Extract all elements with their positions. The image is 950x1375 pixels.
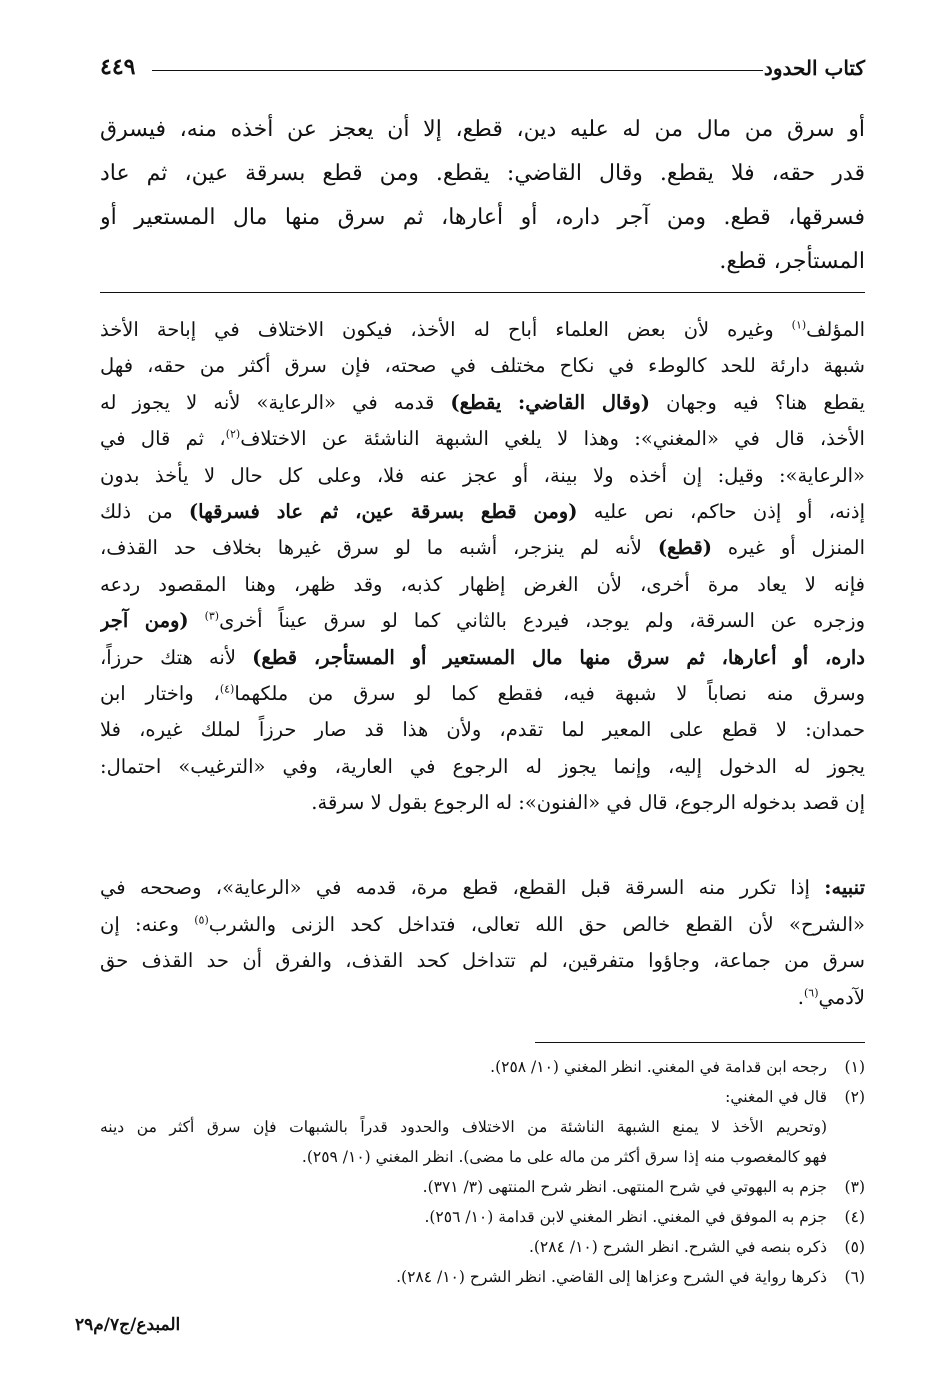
- footnote-number: (٢): [844, 1088, 865, 1106]
- text-line: [100, 312, 865, 348]
- quoted-matn: (قطع): [657, 536, 712, 560]
- text-line: قدر حقه، فلا يقطع. وقال القاضي: يقطع. ومن قطع بسرقة عين، ثم عاد: [100, 161, 865, 186]
- header-rule: [152, 70, 763, 71]
- footnote: [100, 1262, 865, 1292]
- footnote-marker: (٢): [225, 427, 241, 441]
- text-segment: قدمه في «الرعاية» لأنه لا يجوز له: [100, 390, 451, 414]
- footnote-quote-line: (وتحريم الأخذ لا يمنع الشبهة الناشئة من الاختلاف والحدود قدراً بالشبهات فإن سرق أكثر من دينه: [100, 1118, 827, 1136]
- footnote-text: جزم به البهوتي في شرح المنتهى. انظر شرح المنتهى (٣/ ٣٧١).: [422, 1178, 827, 1196]
- chapter-title: كتاب الحدود: [763, 56, 865, 80]
- footnote: [100, 1172, 865, 1202]
- text-segment: إذا تكرر منه السرقة قبل القطع، قطع مرة، قدمه في «الرعاية»، وصححه في: [100, 876, 825, 899]
- footnote-number: (٦): [844, 1268, 865, 1286]
- footnote-text: قال في المغني:: [725, 1088, 827, 1106]
- text-segment: لآدمي: [818, 985, 865, 1009]
- footnote-number: (٣): [844, 1178, 865, 1196]
- text-segment: من ذلك: [100, 499, 189, 523]
- text-segment: [189, 609, 205, 632]
- footnote-text: جزم به الموفق في المغني. انظر المغني لابن قدامة (١٠/ ٢٥٦).: [424, 1208, 827, 1226]
- quoted-matn: داره، أو أعارها، ثم سرق منها مال المستعير أو المستأجر، قطع): [252, 645, 865, 669]
- text-segment: إذنه، أو إذن حاكم، نص عليه: [577, 499, 865, 523]
- text-segment: وغيره لأن بعض العلماء أباح له الأخذ، فيكون الاختلاف في إباحة الأخذ: [100, 318, 792, 341]
- text-segment: «الشرح» لأن القطع خالص حق الله تعالى، فتداخل كحد الزنى والشرب: [208, 912, 865, 936]
- text-segment: المؤلف: [806, 318, 865, 341]
- page-number: ٤٤٩: [100, 54, 136, 80]
- text-line: [100, 907, 865, 944]
- section-separator: [100, 292, 865, 293]
- footnote: [100, 1232, 865, 1262]
- text-segment: الأخذ، قال في «المغني»: وهذا لا يلغي الشبهة الناشئة عن الاختلاف: [240, 427, 865, 451]
- matn-text: [100, 108, 865, 284]
- text-line: إن قصد بدخوله الرجوع، قال في «الفنون»: له الرجوع بقول لا سرقة.: [311, 791, 865, 815]
- text-line: [100, 385, 865, 421]
- footnote-marker: (٤): [219, 682, 235, 696]
- commentary-text: [100, 312, 865, 821]
- text-line: حمدان: لا قطع على المعير لما تقدم، ولأن هذا قد صار حرزاً لملك غيره، فلا: [100, 718, 865, 742]
- text-line: فإنه لا يعاد مرة أخرى، لأن الغرض إظهار كذبه، وقد ظهر، وهنا المقصود ردعه: [100, 572, 865, 596]
- text-line: [100, 530, 865, 566]
- footnote-text: رجحه ابن قدامة في المغني. انظر المغني (١٠/ ٢٥٨).: [490, 1058, 827, 1076]
- quoted-matn: (وقال القاضي: يقطع): [450, 390, 650, 414]
- footnote-number: (٥): [844, 1238, 865, 1256]
- text-line: شبهة دارئة للحد كالوطء في نكاح مختلف في صحته، فإن سرق أكثر من حقه، فهل: [100, 354, 865, 378]
- running-header: [100, 50, 865, 84]
- text-line: [100, 603, 865, 639]
- footnote-marker: (٥): [194, 913, 209, 927]
- footnote-text: ذكرها رواية في الشرح وعزاها إلى القاضي. انظر الشرح (١٠/ ٢٨٤).: [396, 1268, 827, 1286]
- text-line: [100, 421, 865, 457]
- text-segment: وعنه: إن: [100, 912, 195, 936]
- note-label: تنبيه:: [824, 876, 865, 899]
- text-line: يجوز له الدخول إليه، وإنما يجوز له الرجوع في العارية، وفي «الترغيب» احتمال:: [100, 754, 865, 778]
- text-segment: المنزل أو غيره: [711, 536, 865, 560]
- text-line: [100, 494, 865, 530]
- footnote-marker: (١): [791, 318, 807, 332]
- text-line: المستأجر، قطع.: [719, 249, 865, 274]
- footnote-marker: (٣): [204, 609, 220, 623]
- text-segment: لأنه هتك حرزاً،: [100, 645, 253, 669]
- text-segment: ، ثم قال في: [100, 427, 226, 451]
- text-segment: وزجره عن السرقة، ولم يوجد، فيردع بالثاني كما لو سرق عيناً أخرى: [219, 609, 865, 633]
- text-line: أو سرق من مال من له عليه دين، قطع، إلا أن يعجز عن أخذه منه، فيسرق: [100, 117, 865, 142]
- printer-signature: المبدع/ج٧/م٢٩: [75, 1315, 181, 1335]
- footnote: [100, 1202, 865, 1232]
- footnote-number: (١): [844, 1058, 865, 1076]
- footnote: [100, 1082, 865, 1112]
- quoted-matn: (ومن آجر: [100, 609, 189, 633]
- footnote-text: ذكره بنصه في الشرح. انظر الشرح (١٠/ ٢٨٤).: [528, 1238, 827, 1256]
- text-segment: .: [797, 985, 804, 1009]
- footnote-number: (٤): [844, 1208, 865, 1226]
- text-line: [100, 676, 865, 712]
- text-segment: وسرق منه نصاباً لا شبهة فيه، فقطع كما لو سرق من ملكهما: [234, 681, 865, 705]
- text-segment: لأنه لم ينزجر، أشبه ما لو سرق غيرها بخلاف حد القذف،: [100, 536, 658, 560]
- text-line: [100, 980, 865, 1017]
- text-segment: يقطع هنا؟ فيه وجهان: [649, 390, 865, 414]
- quoted-matn: (ومن قطع بسرقة عين، ثم عاد فسرقها): [188, 499, 578, 523]
- footnote-marker: (٦): [803, 986, 819, 1000]
- text-line: [100, 870, 865, 907]
- text-segment: ، واختار ابن: [100, 681, 220, 705]
- footnote-rule: [535, 1042, 865, 1043]
- footnote-quote-line: فهو كالمغصوب منه إذا سرق أكثر من ماله على ما مضى). انظر المغني (١٠/ ٢٥٩).: [301, 1148, 827, 1166]
- text-line: سرق من جماعة، وجاؤوا متفرقين، لم تتداخل كحد القذف، والفرق أن حد القذف حق: [100, 949, 865, 973]
- text-line: «الرعاية»: وقيل: إن أخذه ولا بينة، أو عجز عنه فلا، وعلى كل حال لا يأخذ بدون: [100, 463, 865, 487]
- note-paragraph: [100, 870, 865, 1016]
- footnotes: [100, 1052, 865, 1292]
- text-line: [100, 640, 865, 676]
- footnote: [100, 1052, 865, 1082]
- text-line: فسرقها، قطع. ومن آجر داره، أو أعارها، ثم سرق منها مال المستعير أو: [100, 205, 865, 230]
